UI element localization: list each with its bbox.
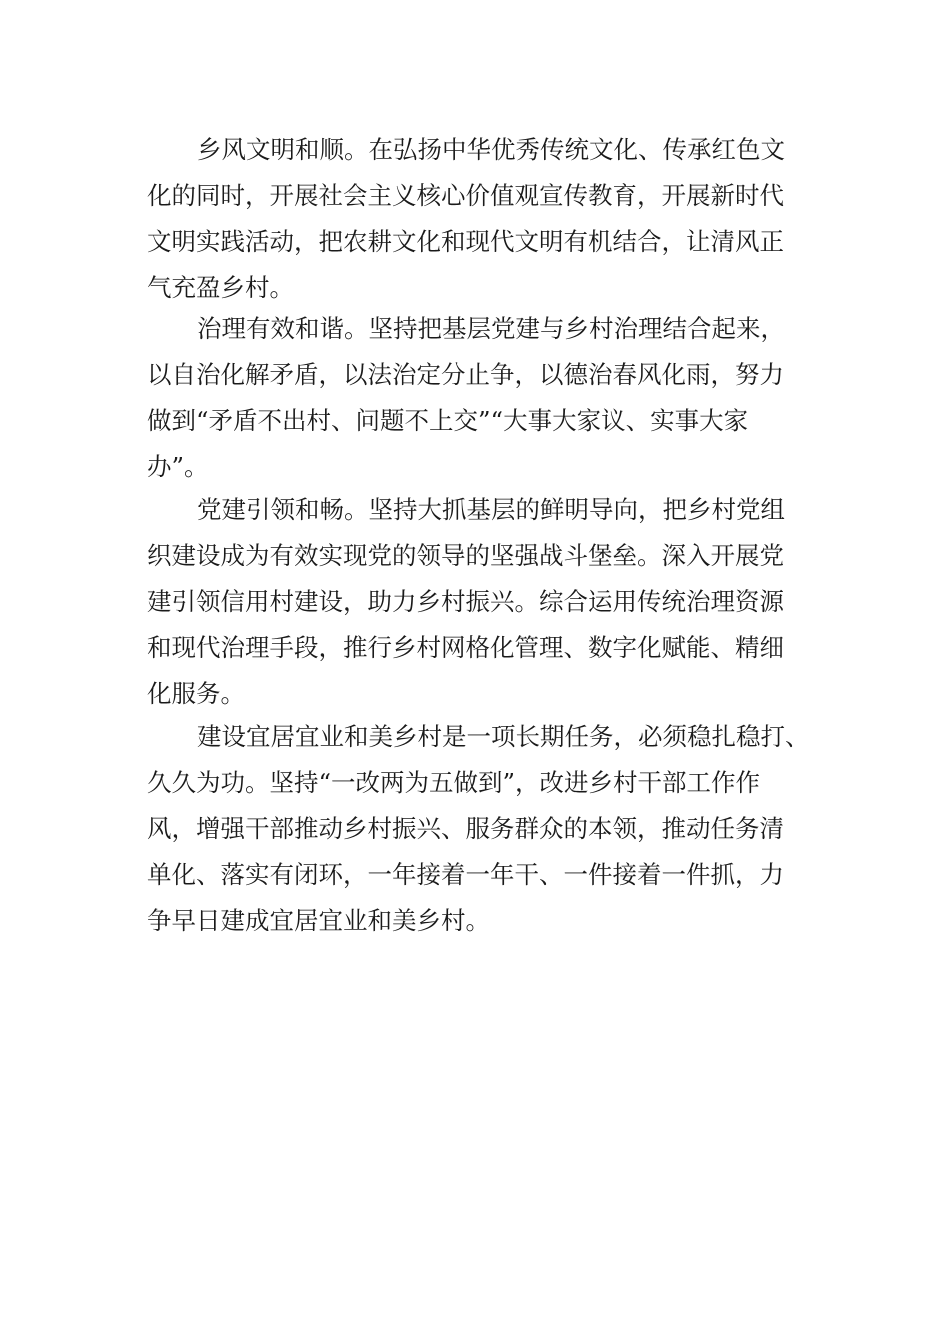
paragraph-effective-governance — [147, 306, 827, 490]
text-line: 文明实践活动，把农耕文化和现代文明有机结合，让清风正 — [147, 227, 784, 256]
text-line: 建引领信用村建设，助力乡村振兴。综合运用传统治理资源 — [147, 587, 784, 616]
text-line: 单化、落实有闭环，一年接着一年干、一件接着一件抓，力 — [147, 860, 784, 889]
text-line: 做到“矛盾不出村、问题不上交”“大事大家议、实事大家 — [147, 406, 749, 435]
text-line: 办”。 — [147, 452, 209, 481]
text-line: 党建引领和畅。坚持大抓基层的鲜明导向，把乡村党组 — [197, 495, 785, 524]
text-line: 化服务。 — [147, 679, 245, 708]
text-line: 建设宜居宜业和美乡村是一项长期任务，必须稳扎稳打、 — [197, 722, 810, 751]
paragraph-party-leadership — [147, 487, 827, 717]
text-line: 气充盈乡村。 — [147, 273, 294, 302]
paragraph-rural-civilization — [147, 127, 827, 311]
text-line: 争早日建成宜居宜业和美乡村。 — [147, 906, 490, 935]
text-line: 以自治化解矛盾，以法治定分止争，以德治春风化雨，努力 — [147, 360, 784, 389]
text-line: 织建设成为有效实现党的领导的坚强战斗堡垒。深入开展党 — [147, 541, 784, 570]
paragraph-conclusion — [147, 714, 827, 944]
text-line: 久久为功。坚持“一改两为五做到”，改进乡村干部工作作 — [147, 768, 761, 797]
text-line: 风，增强干部推动乡村振兴、服务群众的本领，推动任务清 — [147, 814, 784, 843]
text-line: 治理有效和谐。坚持把基层党建与乡村治理结合起来， — [197, 314, 785, 343]
text-line: 乡风文明和顺。在弘扬中华优秀传统文化、传承红色文 — [197, 135, 785, 164]
text-line: 和现代治理手段，推行乡村网格化管理、数字化赋能、精细 — [147, 633, 784, 662]
text-line: 化的同时，开展社会主义核心价值观宣传教育，开展新时代 — [147, 181, 784, 210]
